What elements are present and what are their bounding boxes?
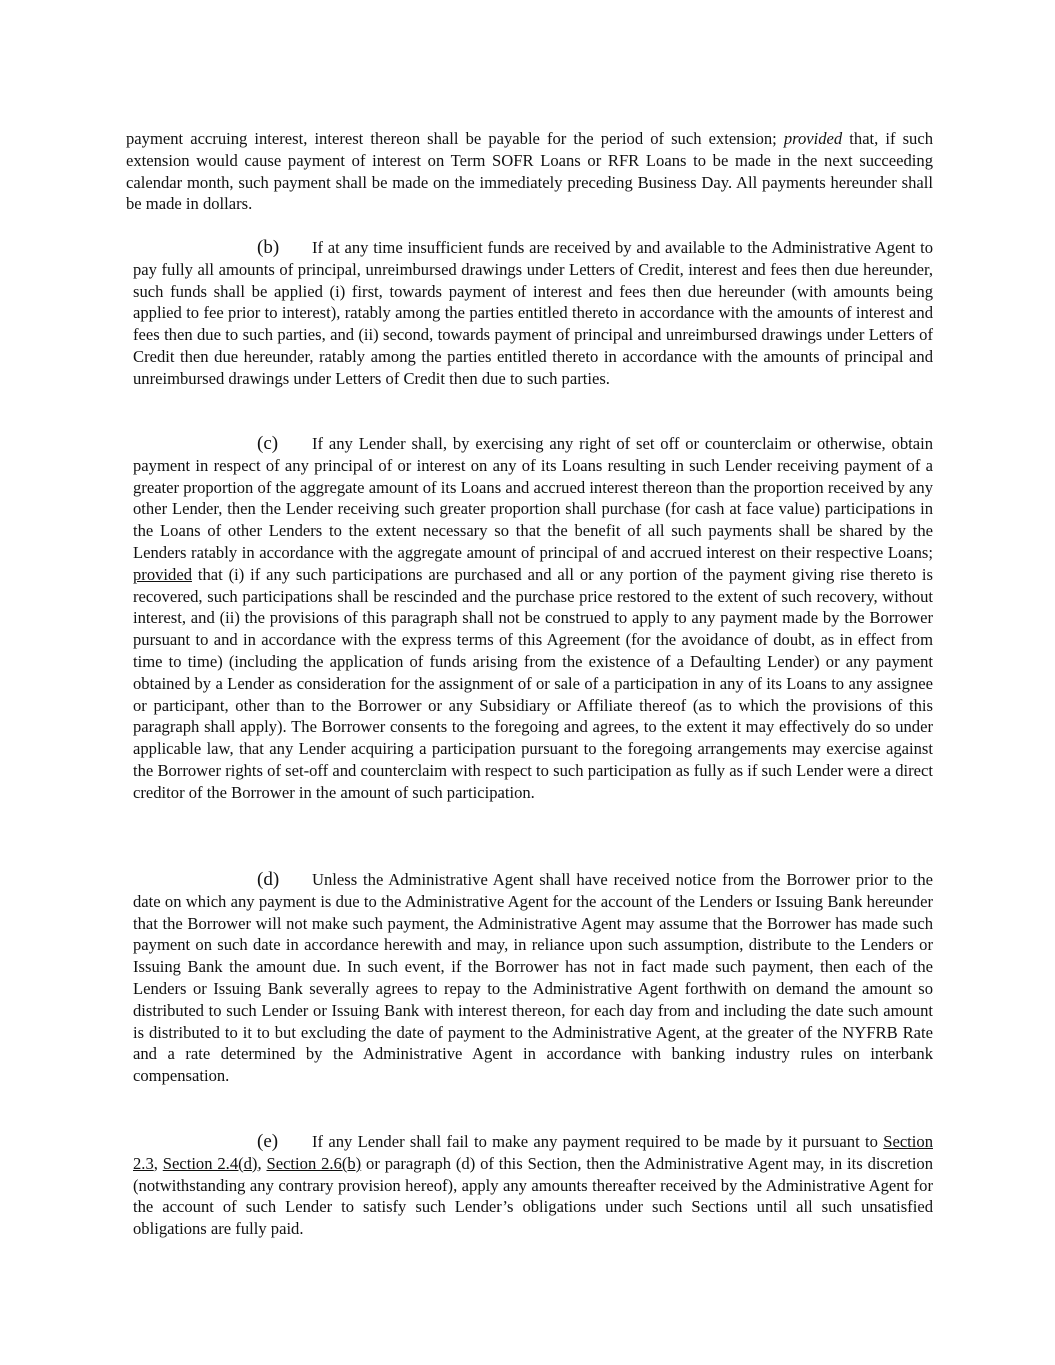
paragraph-d-label: (d) bbox=[257, 869, 280, 890]
section-2-4-d-link[interactable]: Section 2.4(d) bbox=[162, 1153, 258, 1173]
intro-text-2: that, if such extension would cause payment of interest on Term SOFR Loans or RFR Loans to be made in the next succeeding calendar month, such payment shall be made on the immediately preceding Business Day. All payments hereunder shall be made in dollars. bbox=[126, 129, 934, 214]
paragraph-b-label: (b) bbox=[257, 237, 280, 258]
paragraph-c bbox=[133, 433, 933, 804]
paragraph-c-text-2: that (i) if any such participations are purchased and all or any portion of the payment giving rise thereto is recovered, such participations shall be rescinded and the purchase price restored to the extent of such recovery, without interest, and (ii) the provisions of this paragraph shall not be construed to apply to any payment made by the Borrower pursuant to and in accordance with the express terms of this Agreement (for the avoidance of doubt, as in effect from time to time) (including the application of funds arising from the existence of a Defaulting Lender) or any payment obtained by a Lender as consideration for the assignment of or sale of a participation in any of its Loans to any assignee or participant, other than to the Borrower or any Subsidiary or Affiliate thereof (as to which the provisions of this paragraph shall apply). The Borrower consents to the foregoing and agrees, to the extent it may effectively do so under applicable law, that any Lender acquiring a participation pursuant to the foregoing arrangements may exercise against the Borrower rights of set-off and counterclaim with respect to such participation as fully as if such Lender were a direct creditor of the Borrower in the amount of such participation. bbox=[133, 564, 933, 802]
intro-paragraph bbox=[126, 128, 933, 215]
paragraph-e-sep-2: , bbox=[257, 1153, 267, 1173]
paragraph-c-provided: provided bbox=[133, 564, 192, 584]
paragraph-c-text-1: If any Lender shall, by exercising any right of set off or counterclaim or otherwise, obtain payment in respect of any principal of or interest on any of its Loans resulting in such Lender receiving payment of a greater proportion of the aggregate amount of its Loans and accrued interest thereon than the proportion received by any other Lender, then the Lender receiving such greater proportion shall purchase (for cash at face value) participations in the Loans of other Lenders to the extent necessary so that the benefit of all such payments shall be shared by the Lenders ratably in accordance with the aggregate amount of principal of and accrued interest on their respective Loans; bbox=[133, 434, 933, 562]
paragraph-e-label: (e) bbox=[257, 1131, 279, 1152]
section-2-3-link[interactable]: Section 2.3 bbox=[133, 1132, 933, 1173]
paragraph-b bbox=[133, 237, 933, 390]
paragraph-e-text-2: or paragraph (d) of this Section, then the Administrative Agent may, in its discretion (notwithstanding any contrary provision hereof), apply any amounts thereafter received by the Administrative Agent for the account of such Lender to satisfy such Lender’s obligations under such Sections until all such unsatisfied obligations are fully paid. bbox=[133, 1153, 934, 1239]
paragraph-c-label: (c) bbox=[257, 433, 279, 454]
intro-text-1: payment accruing interest, interest thereon shall be payable for the period of such extension; bbox=[126, 129, 784, 148]
paragraph-b-text: If at any time insufficient funds are received by and available to the Administrative Agent to pay fully all amounts of principal, unreimbursed drawings under Letters of Credit, interest and fees then due hereunder, such funds shall be applied (i) first, towards payment of interest and fees then due hereunder (with amounts being applied to fee prior to interest), ratably among the parties entitled thereto in accordance with the amounts of interest and fees then due to such parties, and (ii) second, towards payment of principal and unreimbursed drawings under Letters of Credit then due hereunder, ratably among the parties entitled thereto in accordance with the amounts of principal and unreimbursed drawings under Letters of Credit then due to such parties. bbox=[133, 238, 933, 388]
paragraph-d bbox=[133, 869, 933, 1087]
section-2-6-b-link[interactable]: Section 2.6(b) bbox=[266, 1153, 362, 1173]
paragraph-e bbox=[133, 1131, 933, 1240]
paragraph-e-sep-1: , bbox=[153, 1153, 163, 1173]
paragraph-d-text: Unless the Administrative Agent shall have received notice from the Borrower prior to the date on which any payment is due to the Administrative Agent for the account of the Lenders or Issuing Bank hereunder that the Borrower will not make such payment, the Administrative Agent may assume that the Borrower has made such payment on such date in accordance herewith and may, in reliance upon such assumption, distribute to the Lenders or Issuing Bank the amount due. In such event, if the Borrower has not in fact made such payment, then each of the Lenders or Issuing Bank severally agrees to repay to the Administrative Agent forthwith on demand the amount so distributed to such Lender or Issuing Bank with interest thereon, for each day from and including the date such amount is distributed to it to but excluding the date of payment to the Administrative Agent, at the greater of the NYFRB Rate and a rate determined by the Administrative Agent in accordance with banking industry rules on interbank compensation. bbox=[133, 870, 933, 1086]
intro-italic-provided: provided bbox=[783, 129, 843, 148]
paragraph-e-text-1: If any Lender shall fail to make any payment required to be made by it pursuant to bbox=[312, 1132, 884, 1151]
